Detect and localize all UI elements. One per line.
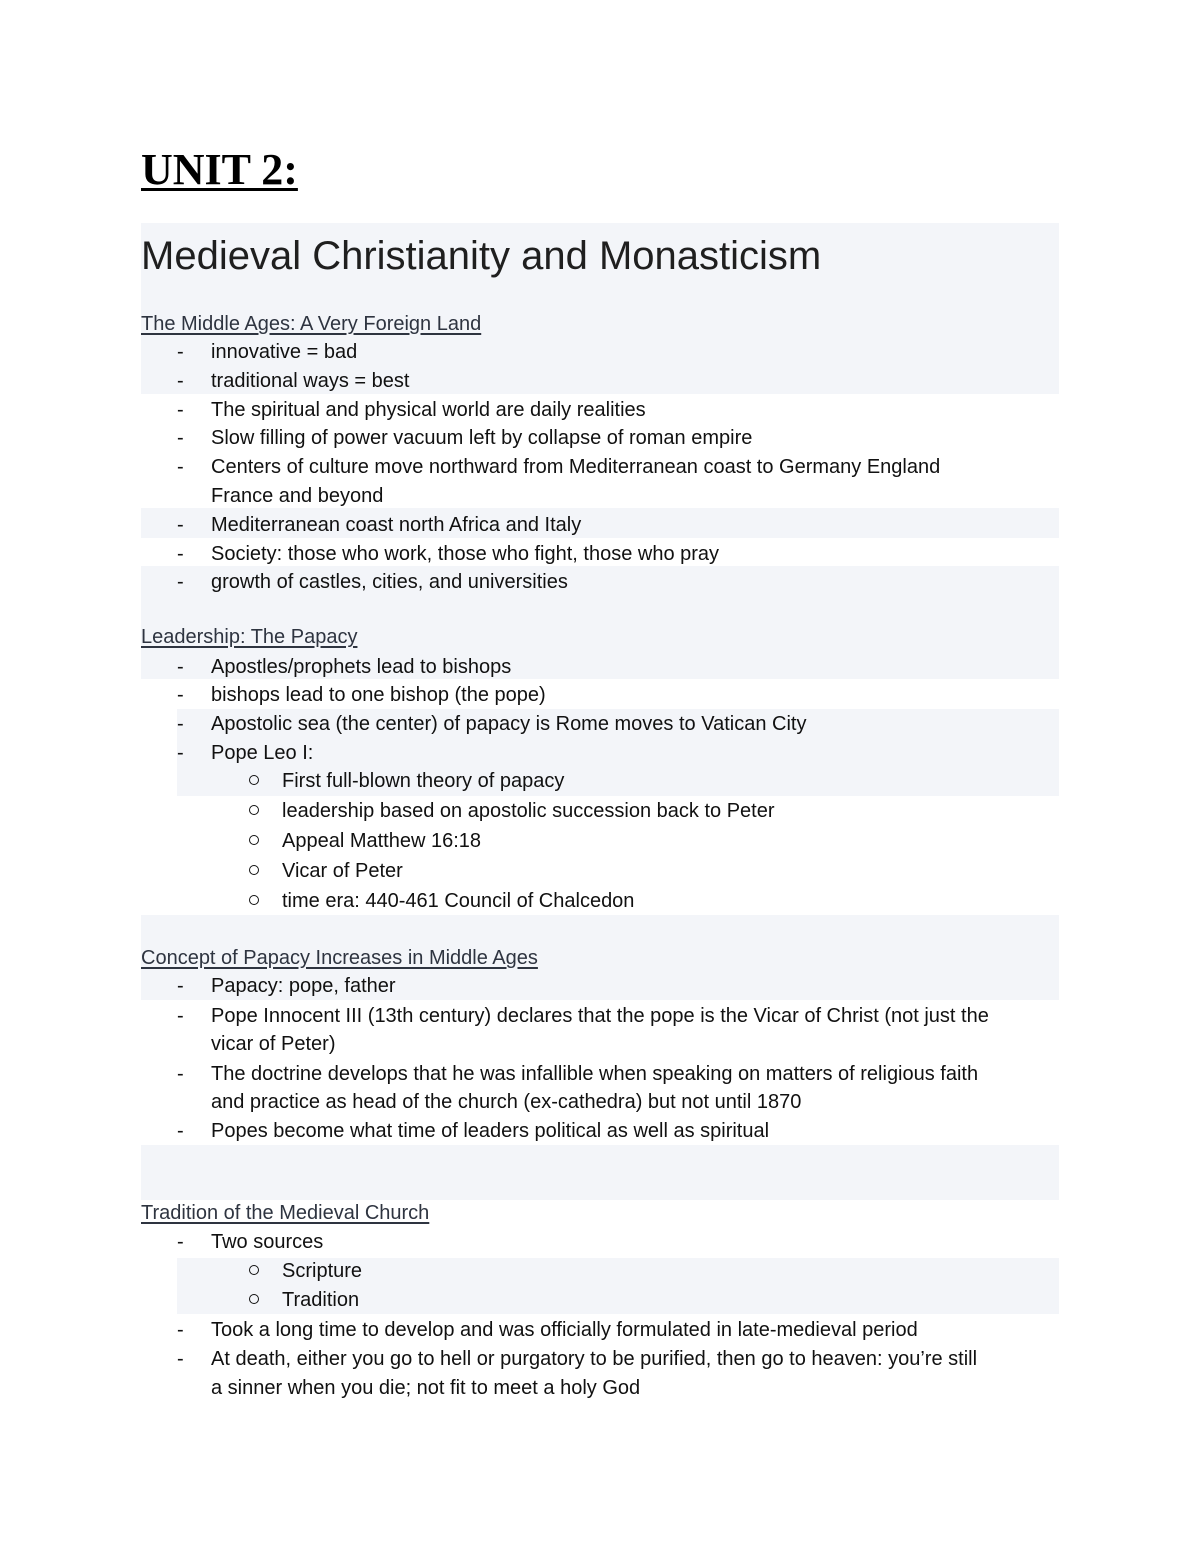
bullet-dash: -	[177, 427, 184, 449]
list-item: Popes become what time of leaders political as well as spiritual	[211, 1120, 770, 1142]
bullet-dash: -	[177, 1120, 184, 1142]
bullet-dash: -	[177, 1231, 184, 1253]
bullet-dash: -	[177, 341, 184, 363]
list-item: Pope Leo I:	[211, 742, 314, 764]
bullet-dash: -	[177, 1063, 184, 1085]
circle-bullet-icon	[249, 1265, 259, 1275]
list-item: traditional ways = best	[211, 370, 410, 392]
list-item: The doctrine develops that he was infallible when speaking on matters of religious faith	[211, 1063, 979, 1085]
list-item: Mediterranean coast north Africa and Italy	[211, 514, 582, 536]
list-item: Two sources	[211, 1231, 324, 1253]
circle-bullet-icon	[249, 805, 259, 815]
bullet-dash: -	[177, 975, 184, 997]
bullet-dash: -	[177, 514, 184, 536]
circle-bullet-icon	[249, 835, 259, 845]
unit-heading: UNIT 2:	[141, 145, 298, 194]
list-item: Apostles/prophets lead to bishops	[211, 656, 512, 678]
list-item: Papacy: pope, father	[211, 975, 396, 997]
list-item: Slow filling of power vacuum left by collapse of roman empire	[211, 427, 753, 449]
list-item-continuation: France and beyond	[211, 485, 384, 507]
section-heading: Concept of Papacy Increases in Middle Ages	[141, 947, 538, 969]
section-heading: Tradition of the Medieval Church	[141, 1202, 430, 1224]
list-item: The spiritual and physical world are daily realities	[211, 399, 646, 421]
bullet-dash: -	[177, 399, 184, 421]
bullet-dash: -	[177, 1319, 184, 1341]
list-item: innovative = bad	[211, 341, 358, 363]
bullet-dash: -	[177, 1348, 184, 1370]
circle-bullet-icon	[249, 1294, 259, 1304]
circle-bullet-icon	[249, 895, 259, 905]
sub-list-item: Vicar of Peter	[282, 860, 403, 882]
bullet-dash: -	[177, 543, 184, 565]
sub-list-item: Tradition	[282, 1289, 360, 1311]
list-item: Centers of culture move northward from Mediterranean coast to Germany England	[211, 456, 941, 478]
highlight-band	[141, 1145, 1059, 1200]
section-heading: Leadership: The Papacy	[141, 626, 358, 648]
bullet-dash: -	[177, 1005, 184, 1027]
bullet-dash: -	[177, 713, 184, 735]
bullet-dash: -	[177, 656, 184, 678]
list-item-continuation: and practice as head of the church (ex-cathedra) but not until 1870	[211, 1091, 802, 1113]
list-item: At death, either you go to hell or purgatory to be purified, then go to heaven: you’re still	[211, 1348, 978, 1370]
list-item-continuation: a sinner when you die; not fit to meet a holy God	[211, 1377, 641, 1399]
list-item-continuation: vicar of Peter)	[211, 1033, 336, 1055]
list-item: bishops lead to one bishop (the pope)	[211, 684, 546, 706]
bullet-dash: -	[177, 370, 184, 392]
bullet-dash: -	[177, 456, 184, 478]
sub-list-item: leadership based on apostolic succession back to Peter	[282, 800, 775, 822]
list-item: Pope Innocent III (13th century) declares that the pope is the Vicar of Christ (not just the	[211, 1005, 989, 1027]
bullet-dash: -	[177, 571, 184, 593]
sub-list-item: Scripture	[282, 1260, 363, 1282]
circle-bullet-icon	[249, 865, 259, 875]
bullet-dash: -	[177, 684, 184, 706]
bullet-dash: -	[177, 742, 184, 764]
sub-list-item: First full-blown theory of papacy	[282, 770, 565, 792]
sub-list-item: time era: 440-461 Council of Chalcedon	[282, 890, 635, 912]
document-title: Medieval Christianity and Monasticism	[141, 234, 822, 278]
list-item: Took a long time to develop and was officially formulated in late-medieval period	[211, 1319, 918, 1341]
sub-list-item: Appeal Matthew 16:18	[282, 830, 482, 852]
list-item: Society: those who work, those who fight, those who pray	[211, 543, 720, 565]
circle-bullet-icon	[249, 775, 259, 785]
list-item: Apostolic sea (the center) of papacy is Rome moves to Vatican City	[211, 713, 807, 735]
section-heading: The Middle Ages: A Very Foreign Land	[141, 313, 482, 335]
list-item: growth of castles, cities, and universities	[211, 571, 568, 593]
